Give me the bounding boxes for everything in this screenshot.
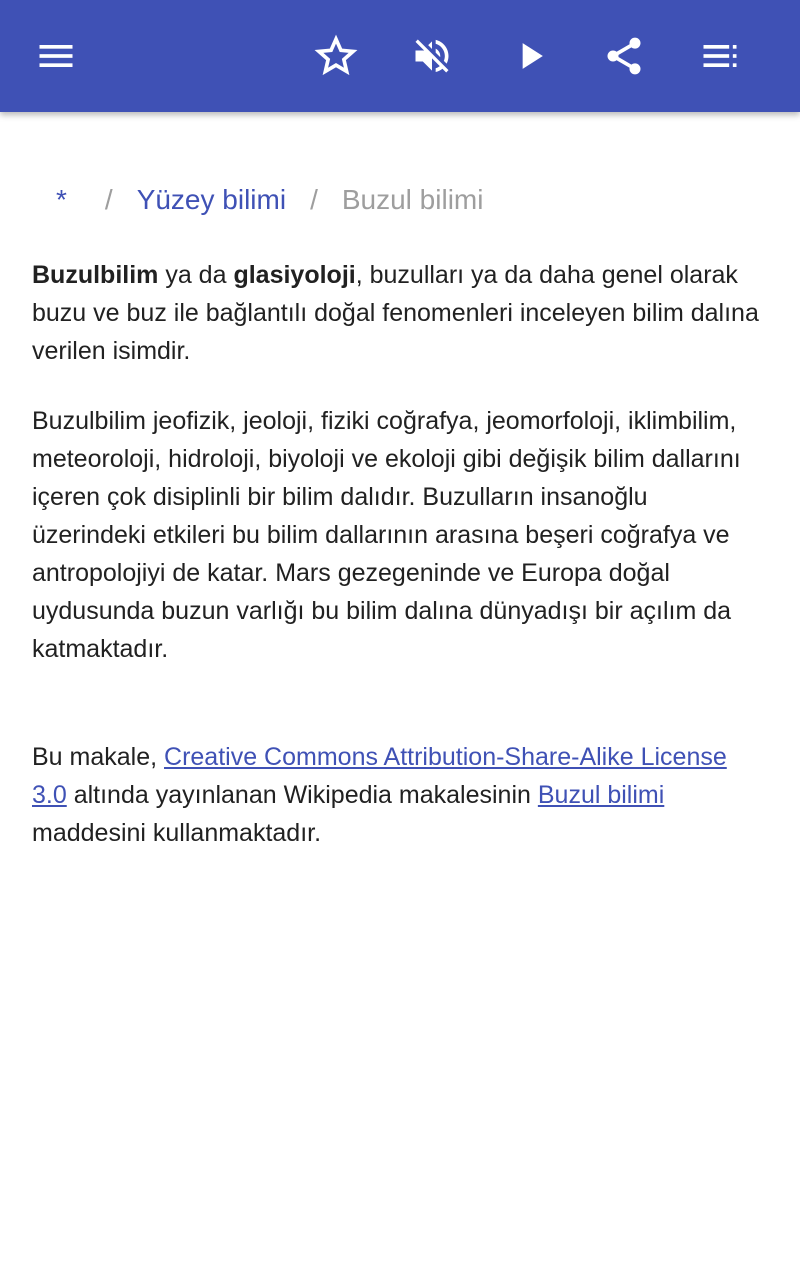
menu-button[interactable] <box>28 28 84 84</box>
term-glasiyoloji: glasiyoloji <box>233 261 356 289</box>
app-toolbar <box>0 0 800 112</box>
source-article-link[interactable]: Buzul bilimi <box>537 781 665 809</box>
breadcrumb <box>32 180 483 220</box>
intro-text-mid: ya da <box>158 261 234 289</box>
star-outline-icon <box>314 34 358 78</box>
breadcrumb-current: Buzul bilimi <box>341 184 484 215</box>
license-suffix: maddesini kullanmaktadır. <box>32 819 322 847</box>
license-middle: altında yayınlanan Wikipedia makalesinin <box>66 781 538 809</box>
article-content <box>0 112 800 1280</box>
license-prefix: Bu makale, <box>32 743 165 771</box>
volume-off-icon <box>410 34 454 78</box>
term-buzulbilim: Buzulbilim <box>32 261 159 289</box>
breadcrumb-separator: / <box>104 184 113 215</box>
sound-toggle-button[interactable] <box>404 28 460 84</box>
intro-text-rest: , buzulları ya da daha genel olarak buzu ve buz ile bağlantılı doğal fenomenleri inceleyen bilim dalına verilen isimdir. <box>32 261 759 365</box>
favorite-button[interactable] <box>308 28 364 84</box>
play-icon <box>508 34 552 78</box>
share-button[interactable] <box>596 28 652 84</box>
play-button[interactable] <box>502 28 558 84</box>
license-paragraph <box>32 738 768 852</box>
playlist-icon <box>698 34 742 78</box>
breadcrumb-root-link[interactable]: * <box>56 184 67 215</box>
body-paragraph: Buzulbilim jeofizik, jeoloji, fiziki coğrafya, jeomorfoloji, iklimbilim, meteoroloji, hidroloji, biyoloji ve ekoloji gibi değişik bilim dallarını içeren çok disiplinli bir bilim dalıdır. Buzulların insanoğlu üzerindeki etkileri bu bilim dallarının arasına beşeri coğrafya ve antropolojiyi de katar. Mars gezegeninde ve Europa doğal uydusunda buzun varlığı bu bilim dalına dünyadışı bir açılım da katmaktadır. <box>32 407 741 663</box>
license-link[interactable]: Creative Commons Attribution-Share-Alike License 3.0 <box>32 743 727 809</box>
breadcrumb-separator: / <box>310 184 318 215</box>
share-icon <box>602 34 646 78</box>
menu-icon <box>34 34 78 78</box>
article-body <box>32 256 768 884</box>
contents-button[interactable] <box>692 28 748 84</box>
intro-paragraph <box>32 256 768 370</box>
breadcrumb-parent-link[interactable]: Yüzey bilimi <box>136 184 287 215</box>
